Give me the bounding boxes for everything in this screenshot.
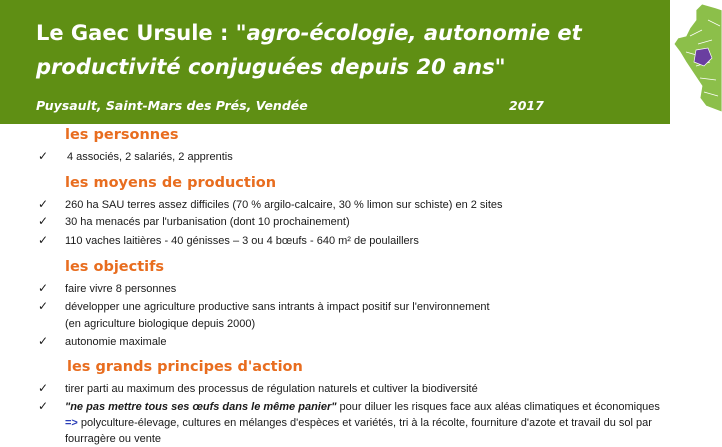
arrow-icon: => [65,417,78,429]
france-map-icon [672,0,722,118]
list-item: 30 ha menacés par l'urbanisation (dont 10 prochainement) [65,216,350,228]
section-title-personnes: les personnes [65,127,179,143]
check-icon: ✓ [38,381,49,395]
check-icon: ✓ [38,197,49,211]
section-title-objectifs: les objectifs [65,259,165,275]
list-item: faire vivre 8 personnes [65,283,177,295]
section-title-moyens: les moyens de production [65,175,277,191]
check-icon: ✓ [38,399,49,413]
title-main: Le Gaec Ursule : [36,21,236,45]
check-icon: ✓ [38,281,49,295]
check-icon: ✓ [38,233,49,247]
header-banner [0,0,670,124]
year-label: 2017 [509,98,544,113]
check-icon: ✓ [38,214,49,228]
check-icon: ✓ [38,149,49,163]
list-item: développer une agriculture productive sans intrants à impact positif sur l'environnement [65,301,490,313]
check-icon: ✓ [38,299,49,313]
section-title-principes: les grands principes d'action [67,359,303,375]
list-item: 260 ha SAU terres assez difficiles (70 % argilo-calcaire, 30 % limon sur schiste) en 2 sites [65,199,503,211]
list-item-note: (en agriculture biologique depuis 2000) [65,318,256,330]
check-icon: ✓ [38,334,49,348]
location-label: Puysault, Saint-Mars des Prés, Vendée [36,98,308,113]
list-item: tirer parti au maximum des processus de régulation naturels et cultiver la biodiversité [65,383,478,395]
page-title [36,16,656,84]
list-item: autonomie maximale [65,336,167,348]
list-item-text: pour diluer les risques face aux aléas climatiques et économiques [336,401,660,413]
emphasis-quote: "ne pas mettre tous ses œufs dans le même panier" [65,401,337,413]
list-item-text: polyculture-élevage, cultures en mélanges d'espèces et variétés, tri à la récolte, fourniture d'azote et travail du sol par [77,417,652,429]
list-item: 4 associés, 2 salariés, 2 apprentis [67,151,233,163]
list-item [65,399,660,415]
title-quote: "agro-écologie, autonomie et productivité conjuguées depuis 20 ans" [36,21,582,79]
list-item: 110 vaches laitières - 40 génisses – 3 ou 4 bœufs - 640 m² de poulaillers [65,235,419,247]
list-item-continuation [65,415,652,431]
list-item-continuation: fourragère ou vente [65,433,162,445]
